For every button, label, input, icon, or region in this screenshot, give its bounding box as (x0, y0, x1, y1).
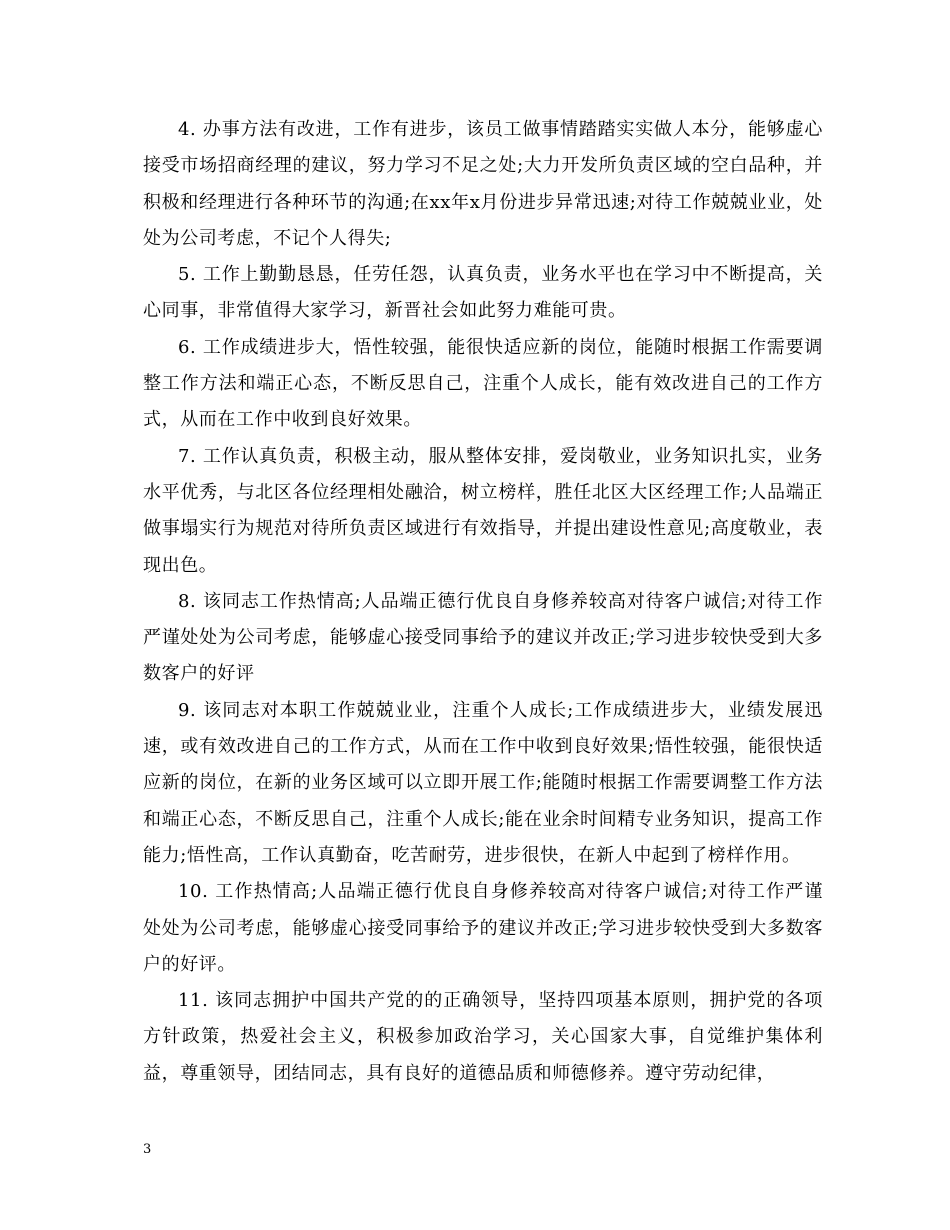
paragraph-8: 8. 该同志工作热情高;人品端正德行优良自身修养较高对待客户诚信;对待工作严谨处处为公司考虑，能够虚心接受同事给予的建议并改正;学习进步较快受到大多数客户的好评 (143, 590, 823, 685)
page-number: 3 (143, 1142, 152, 1157)
paragraph-6: 6. 工作成绩进步大，悟性较强，能很快适应新的岗位，能随时根据工作需要调整工作方法和端正心态，不断反思自己，注重个人成长，能有效改进自己的工作方式，从而在工作中收到良好效果。 (143, 336, 823, 431)
paragraph-9: 9. 该同志对本职工作兢兢业业，注重个人成长;工作成绩进步大，业绩发展迅速，或有效改进自己的工作方式，从而在工作中收到良好效果;悟性较强，能很快适应新的岗位，在新的业务区域可以立即开展工作;能随时根据工作需要调整工作方法和端正心态，不断反思自己，注重个人成长;能在业余时间精专业务知识，提高工作能力;悟性高，工作认真勤奋，吃苦耐劳，进步很快，在新人中起到了榜样作用。 (143, 699, 823, 866)
paragraph-7: 7. 工作认真负责，积极主动，服从整体安排，爱岗敬业，业务知识扎实，业务水平优秀，与北区各位经理相处融洽，树立榜样，胜任北区大区经理工作;人品端正做事塌实行为规范对待所负责区域进行有效指导，并提出建设性意见;高度敬业，表现出色。 (143, 445, 823, 576)
paragraph-5: 5. 工作上勤勤恳恳，任劳任怨，认真负责，业务水平也在学习中不断提高，关心同事，非常值得大家学习，新晋社会如此努力难能可贵。 (143, 264, 823, 322)
paragraph-4: 4. 办事方法有改进，工作有进步，该员工做事情踏踏实实做人本分，能够虚心接受市场招商经理的建议，努力学习不足之处;大力开发所负责区域的空白品种，并积极和经理进行各种环节的沟通;在xx年x月份进步异常迅速;对待工作兢兢业业，处处为公司考虑，不记个人得失; (143, 119, 823, 249)
paragraph-10: 10. 工作热情高;人品端正德行优良自身修养较高对待客户诚信;对待工作严谨处处为公司考虑，能够虚心接受同事给予的建议并改正;学习进步较快受到大多数客户的好评。 (143, 881, 823, 975)
body-text (143, 112, 823, 1092)
paragraph-11: 11. 该同志拥护中国共产党的的正确领导，坚持四项基本原则，拥护党的各项方针政策，热爱社会主义，积极参加政治学习，关心国家大事，自觉维护集体利益，尊重领导，团结同志，具有良好的道德品质和师德修养。遵守劳动纪律， (143, 990, 823, 1084)
